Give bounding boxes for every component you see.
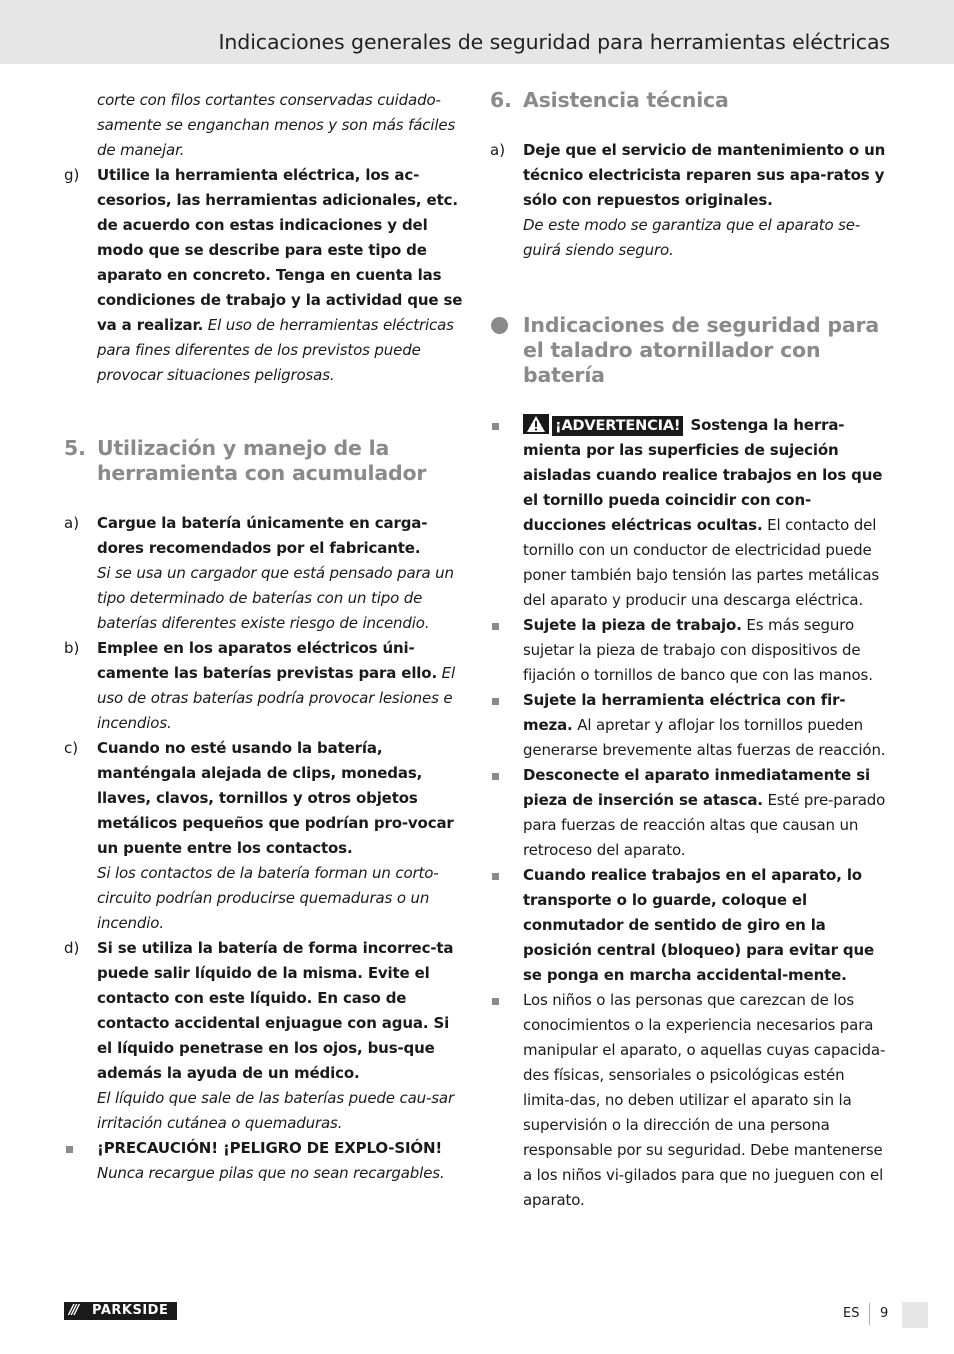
list-item-a: a) Cargue la batería únicamente en carga-dores recomendados por el fabricante. Si se usa un cargador que está pensado para un tipo determinado de baterías con un tipo de baterías diferentes existe riesgo de incendio. [64,514,454,632]
bullet-item: Cuando realice trabajos en el aparato, lo transporte o lo guarde, coloque el conmutador de sentido de giro en la posición central (bloqueo) para evitar que se ponga en marcha accidental-mente. [490,863,890,988]
bullet-item: Los niños o las personas que carezcan de los conocimientos o la experiencia necesarios para manipular el aparato, o aquellas cuyas capacida-des físicas, sensoriales o psicológicas estén limita-das, no deben utilizar el aparato sin la supervisión o la dirección de una persona responsable por su seguridad. Debe mantenerse a los niños vi-gilados para que no jueguen con el aparato. [490,988,890,1213]
section-title: Utilización y manejo de la herramienta con acumulador [97,436,427,485]
bullet-square-icon [492,998,499,1005]
logo-slashes: /// [69,1303,78,1318]
caution-item: ¡PRECAUCIÓN! ¡PELIGRO DE EXPLO-SIÓN! Nunca recargue pilas que no sean recargables. [64,1136,464,1186]
list-item-d: d) Si se utiliza la batería de forma incorrec-ta puede salir líquido de la misma. Evite el contacto con este líquido. En caso de contacto accidental enjuague con agua. Si el líquido penetrase en los ojos, bus-que además la ayuda de un médico. El líquido que sale de las baterías puede cau-sar irritación cutánea o quemaduras. [64,939,454,1132]
bullet-square-icon [492,698,499,705]
bullet-item: Desconecte el aparato inmediatamente si pieza de inserción se atasca. Esté pre-parado para fuerzas de reacción altas que causan un retroceso del aparato. [490,763,890,863]
item-marker: g) [64,166,80,184]
section-number: 5. [64,436,86,460]
section-number: 6. [490,88,512,112]
section-title: Asistencia técnica [523,88,729,112]
language-code: ES [843,1306,860,1321]
intro-paragraph: corte con filos cortantes conservadas cuidado-samente se enganchan menos y son más fáciles de manejar. [97,91,456,159]
warning-bullet: ¡ADVERTENCIA! Sostenga la herra-mienta por las superficies de sujeción aisladas cuando realice trabajos en los que el tornillo pueda coincidir con con-ducciones eléctricas ocultas. El contacto del tornillo con un conductor de electricidad puede poner también bajo tensión las partes metálicas del aparato y producir una descarga eléctrica. [490,413,890,613]
bullet-square-icon [66,1146,73,1153]
section-6-heading [490,88,890,113]
list-item-b: b) Emplee en los aparatos eléctricos úni-camente las baterías previstas para ello. El uso de otras baterías podría provocar lesiones e incendios. [64,639,455,732]
list-item-c: c) Cuando no esté usando la batería, manténgala alejada de clips, monedas, llaves, clavos, tornillos y otros objetos metálicos pequeños que podrían pro-vocar un puente entre los contactos. Si los contactos de la batería forman un corto-circuito podrían producirse quemaduras o un incendio. [64,739,454,932]
right-column [490,88,890,1213]
page-title: Indicaciones generales de seguridad para herramientas eléctricas [218,30,890,54]
list-item-g [64,163,464,388]
warning-badge: ¡ADVERTENCIA! [552,416,683,436]
footer-divider [869,1303,870,1325]
left-column [64,88,464,1186]
drill-safety-heading [490,313,890,388]
bullet-square-icon [492,773,499,780]
bullet-item: Sujete la herramienta eléctrica con fir-meza. Al apretar y aflojar los tornillos pueden generarse brevemente altas fuerzas de reacción. [490,688,890,763]
warning-triangle-icon [523,414,549,434]
item-text: El uso de herramientas eléctricas para fines diferentes de los previstos puede provocar situaciones peligrosas. [97,316,454,384]
list-item-a: a) Deje que el servicio de mantenimiento o un técnico electricista reparen sus apa-ratos y sólo con repuestos originales. De este modo se garantiza que el aparato se-guirá siendo seguro. [490,141,886,259]
section-title: Indicaciones de seguridad para el taladro atornillador con batería [523,313,880,387]
heading-bullet-icon [491,317,508,334]
item-bold-text: Utilice la herramienta eléctrica, los ac-cesorios, las herramientas adicionales, etc. de acuerdo con estas indicaciones y del modo que se describe para este tipo de aparato en concreto. Tenga en cuenta las condiciones de trabajo y la actividad que se va a realizar. [97,166,463,334]
bullet-item: Sujete la pieza de trabajo. Es más seguro sujetar la pieza de trabajo con dispositivos de fijación o tornillos de banco que con las manos. [490,613,890,688]
logo-brand: PARKSIDE [92,1303,169,1318]
bullet-square-icon [492,623,499,630]
bullet-square-icon [492,873,499,880]
bullet-square-icon [492,423,499,430]
footer-tab [902,1302,928,1328]
page-number: 9 [880,1306,889,1321]
page-header [0,0,954,64]
section-5-heading [64,436,464,486]
parkside-logo [64,1302,177,1320]
